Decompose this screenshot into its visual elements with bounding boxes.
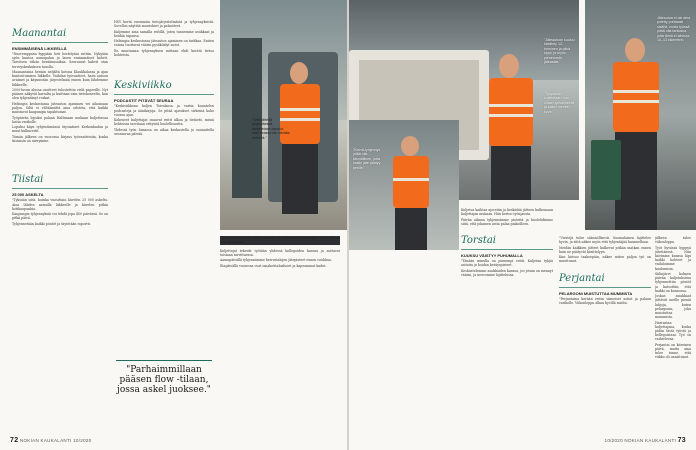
paragraph: "Viestejä tulee säännöllisesti. Suomalainen lajittelee hyvin, ja siitä näkee myös että tyhjentäjää kuunnellaan. (559, 236, 651, 245)
footer-label: NOKIAN KAUKALANTI 10/2020 (19, 438, 92, 443)
paragraph: Meidän kaikkien jätteet kulkevat pitkän matkan ennen kuin ne päätyvät käsittelyyn. (559, 245, 651, 254)
paragraph: En muutaman tyhjennyksen mittaan ehdi kerätä tietoa kohteista. (114, 48, 214, 57)
paragraph: Kaupungin tyhjennyksiä voi tehdä jopa 400 päivässä. Se on pitkä päivä. (12, 212, 108, 221)
paragraph: Kuljemme aina samalla reitillä, joten tunnemme asukkaat ja heidän tapansa. (114, 29, 214, 38)
paragraph: Maanantaina herään neljältä kotona Klaukkalassa ja ajan kuntoutumisen liikkelle. Vaihdan työvaatteet, haen autoon avaimet ja käynnistän järjestelmän ennen kuin lähdemme liikkeelle. (12, 70, 108, 87)
paragraph: HSY kertä enemmän tietojärjestelmästä ja tyhjennyksistä. Sovellus näyttää muutokset ja palautteet. (114, 20, 214, 29)
paragraph: Lopuksi käyn tyhjentämässä täysinäiset Kerkonkadun ja muut kulkureitit. (12, 125, 108, 134)
subheading: ENSIMMÄISENÄ LIKKEELLÄ (12, 46, 67, 51)
paragraph: "Tänään minulla on pienempi reitti. Kuljetan tyhjiä astioita ja hoidan keräyspisteet. (461, 259, 553, 268)
heading-wednesday: Keskiviikko (114, 80, 172, 92)
page-footer-left (10, 437, 91, 444)
paragraph: Joskus asiakkaat jättävät meille pieniä lahjoja, kuten pelargonin, joka muistuttaa mummista. (655, 294, 691, 320)
paragraph: Helsingin keskustassa jäteauton ajaminen on tarkkaa. Eniten vaivaa tuottavat väärin pysäköidyt autot. (114, 39, 214, 48)
footer-label: 10/2020 NOKIAN KAUKALANTI (604, 438, 677, 443)
left-column-3 (220, 236, 340, 436)
paragraph: Kuljettajat tekevät työtään yhdessä kollegoiden kanssa ja auttavat toisiaan tarvittaessa. (220, 248, 340, 258)
page-number: 72 (10, 437, 19, 444)
divider (12, 188, 108, 189)
photo-caption: Jäteautoa ei ole aina pidetty puhtaasti sisältä, mutta työssä pitää olla tarkkana, jotta tämä ei aiheuta 10–13 kilometrin. (657, 16, 691, 43)
paragraph: Kokeneet kuljettajat osaavat reitit ulkoa ja tietävät, missä kohteissa tarvitaan erityistä huolellisuutta. (114, 118, 214, 127)
photo-worker-container (220, 0, 347, 230)
paragraph: Keskustelemme asukkaiden kanssa, jos jotain on mennyt väärin, ja neuvomme lajittelussa. (461, 268, 553, 277)
photo-caption: "Kierrä-tyhjennys pitää olla täsmällinen, jotta kaikki jäte päätyy perille." (353, 148, 381, 170)
left-column-2 (114, 20, 214, 344)
divider (114, 94, 214, 95)
paragraph: Kun katsoo taaksepäin, näkee miten paljon työ on muuttunut. (559, 255, 651, 264)
page-footer-right (605, 437, 686, 444)
paragraph: Iltapäivällä vuorossa ovat omakotitaloalueet ja kapeammat kadut. (220, 263, 327, 268)
heading-tuesday: Tiistai (12, 174, 44, 186)
right-column-2 (559, 236, 651, 436)
heading-monday: Maanantai (12, 28, 67, 39)
paragraph: "Keskiviikkona kuljen Toivalassa ja vartin kuuntelen podcasteja ja äänikirjoja. Se pitää ajatukset virkeinä koko vuoron ajan. (114, 104, 214, 117)
pull-quote: "Parhaimmillaan pääsen flow -tilaan, jossa askel juoksee." (116, 360, 212, 395)
right-column-1 (461, 208, 553, 438)
paragraph: Päivän aikana tyhjennämme pisteitä ja huolehdimme siitä, että jokainen astia palaa paikoilleen. (461, 217, 553, 226)
left-column-1 (12, 28, 108, 443)
page-number: 73 (677, 437, 686, 444)
paragraph: jälkeen tulee viikonloppu. (655, 236, 691, 245)
paragraph: 2000-luvun alussa osoitteet tulostettiin vielä paperille. Nyt pääsen näkyvät kartalta ja kuittaan vain tietokoneelta, kun olen tyhjentänyt roskat. (12, 88, 108, 101)
paragraph: Työt hyvässä hyppyä jätettäessä. Niin kävimme kanssa läpi kaikki kohteet ja vaihdoimme kuulumisia. (655, 245, 691, 271)
photo-caption: "Sekajätteitä tyhjentäessä tarkistetaan kansiot, ettei seassa ole vieraita esineitä." (252, 118, 290, 140)
paragraph: Harrastan kuljettajana, koska pidän tästä työstä ja kollegoistani. Työ on vaihtelevaa. (655, 320, 691, 342)
heading-thursday: Torstai (461, 235, 497, 247)
divider (12, 42, 108, 43)
heading-friday: Perjantai (559, 272, 605, 284)
paragraph: Perjantai on kiireinen päivä, mutta aina tulee tunne, että viikko oli onnistunut. (655, 342, 691, 360)
paragraph: Tyhjennetään kaikki pöntöt ja täytetään raportti. (12, 221, 91, 226)
paragraph: Työpäivän lopuksi palaan Hallimaan mukaan kuljettavaa lastia varikolle. (12, 115, 108, 124)
subheading: PODCASTIT PITÄVÄT SEURAA (114, 98, 174, 104)
paragraph: Tämän jälkeen on vuorossa kirjaus työvaatteisiin, koska tiistaisin on siirrymme. (12, 134, 108, 143)
left-page (0, 0, 347, 450)
right-page (349, 0, 696, 450)
subheading: KUUKSU VÄISTYY PUHUMALLA (461, 253, 523, 259)
paragraph: "Nuoremppana hyppään heti herättyäni ruttiin. Nykyään syön kuntoa aamupalan ja lasen ensimmäiset kahvit. Tarvitsen vähän heräämisaikaa. Seuraavat kahvit otan terveyskeskuksen tauolla. (12, 52, 108, 69)
paragraph: Aamupäivällä tyhjennämme kerrostalojen jätepisteet ennen ruuhkaa. (220, 258, 332, 263)
photo-caption: "Jäteautoon kuuluu käsittely 12-tonninen ja pitkä kippi, ja myös pienemmät jäteastiat." (544, 38, 575, 65)
paragraph: Yhdessä työn lomassa on aikaa keskustella ja suunnitella seuraavaa päivää. (114, 127, 214, 136)
subheading: PELARGONI MUISTUTTAA MUMMISTA (559, 290, 633, 296)
divider (461, 249, 553, 250)
paragraph: "Perjantaina kerään reitin viimeiset astiat ja palaan varikolle. Viikonloppu alkaa hyvillä mielin. (559, 296, 651, 305)
paragraph: Helsingin keskustassa jäteauton ajaminen vei aikoinaan paljon. Siltä ei välttämättä aina odoteta, että kaikki muistavat kaupungin tapahtumat. (12, 101, 108, 115)
paragraph: Siilinjärvi kolmen päivän kuljetuksissa tyhjennettiin pöntöt ja katsottiin, että kaikki on kunnossa. (655, 272, 691, 293)
photo-caption: "Työpäivät on otettu hyvin vastaan, jos esimerkiksi varsinaiset tyhjennykset sujuvat ajallaan." (220, 236, 340, 245)
photo-worker-bin (585, 0, 696, 230)
subheading: 25 000 ASKELTA (12, 192, 44, 198)
right-column-3 (655, 236, 691, 436)
photo-sorting (349, 120, 459, 250)
photo-caption: "Työpäivät kuljetetaan, kun ollaan työvälineellä ja kaikki menee hyvin." (544, 92, 575, 114)
divider (559, 287, 651, 288)
paragraph: Kuljetus kaihtaa ajoreitin ja keskittää jätteen kulkemaan kuljettajan mukaan. Hän kertoo työnjaosta. (461, 208, 553, 217)
paragraph: "Tyksään siitä, kuinka vuosittain kävelen 25 000 askelta. Aina lähden aamulla liikkeelle ja kävelen pitkin kotikaupunkia. (12, 198, 108, 211)
